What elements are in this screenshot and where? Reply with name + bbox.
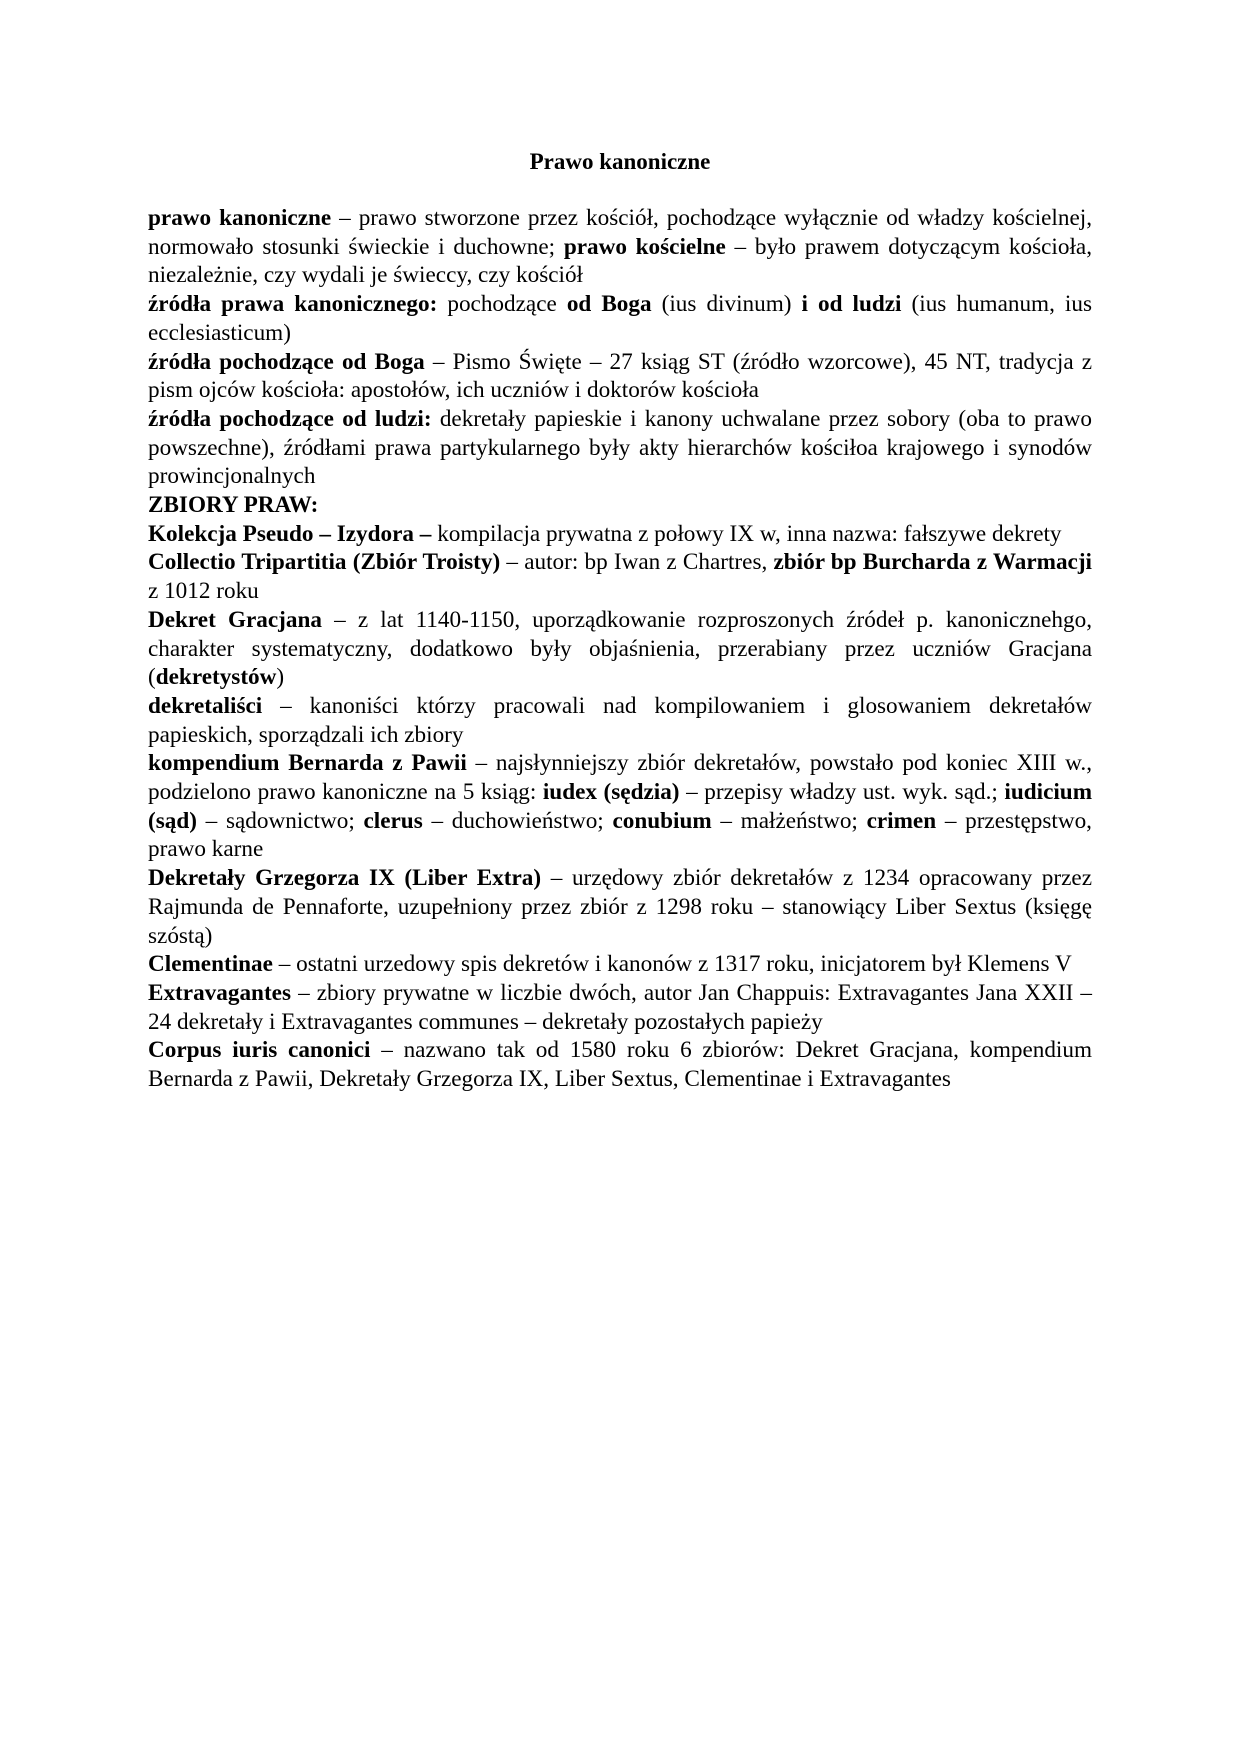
bold-term: iudicium (sąd) bbox=[148, 779, 1093, 834]
text-run: – autor: bp Iwan z Chartres, bbox=[500, 549, 774, 576]
paragraph-dekretaly-grzegorza bbox=[148, 864, 1092, 950]
paragraph-kolekcja-pseudo-izydora bbox=[148, 520, 1092, 549]
page-title: Prawo kanoniczne bbox=[529, 149, 711, 174]
text-run: ) bbox=[276, 664, 285, 691]
paragraph-collectio-tripartitia bbox=[148, 548, 1092, 605]
bold-term: źródła pochodzące od Boga bbox=[148, 348, 425, 375]
text-run: – sądownictwo; bbox=[196, 807, 364, 834]
bold-term: źródła pochodzące od ludzi: bbox=[148, 405, 432, 432]
text-run: – najsłynniejszy zbiór dekretałów, powstało pod koniec XIII w., podzielono prawo kanoniczne na 5 ksiąg: bbox=[148, 750, 1092, 806]
text-run: kompilacja prywatna z połowy IX w, inna nazwa: fałszywe dekrety bbox=[431, 520, 1062, 547]
paragraph-zrodla-od-boga bbox=[148, 348, 1092, 405]
text-run: – było prawem dotyczącym kościoła, niezależnie, czy wydali je świeccy, czy kościół bbox=[148, 233, 1092, 289]
bold-term: źródła prawa kanonicznego: bbox=[148, 291, 438, 318]
bold-term: Corpus iuris canonici bbox=[148, 1037, 371, 1064]
bold-term: i od ludzi bbox=[801, 291, 902, 318]
paragraph-corpus-iuris-canonici bbox=[148, 1036, 1092, 1093]
paragraph-extravagantes bbox=[148, 979, 1092, 1036]
paragraph-zrodla-prawa bbox=[148, 290, 1092, 347]
paragraph-dekretalisci bbox=[148, 692, 1092, 749]
paragraph-prawo-kanoniczne bbox=[148, 204, 1092, 290]
text-run: – przestępstwo, prawo karne bbox=[148, 807, 1092, 863]
bold-term: kompendium Bernarda z Pawii bbox=[148, 750, 467, 777]
text-run: dekretały papieskie i kanony uchwalane przez sobory (oba to prawo powszechne), źródłami prawa partykularnego były akty hierarchów kościłoa krajowego i synodów prowincjonalnych bbox=[148, 405, 1092, 490]
bold-term: prawo kanoniczne bbox=[148, 205, 332, 231]
paragraph-zrodla-od-ludzi bbox=[148, 405, 1092, 491]
text-run: – małżeństwo; bbox=[711, 807, 867, 834]
bold-term: Dekret Gracjana bbox=[148, 606, 322, 633]
bold-term: Clementinae bbox=[148, 951, 273, 978]
paragraph-dekret-gracjana bbox=[148, 606, 1092, 692]
text-run: – ostatni urzedowy spis dekretów i kanonów z 1317 roku, inicjatorem był Klemens V bbox=[272, 951, 1072, 978]
text-run: – duchowieństwo; bbox=[422, 807, 613, 834]
text-run: – kanoniści którzy pracowali nad kompilowaniem i glosowaniem dekretałów papieskich, sporządzali ich zbiory bbox=[148, 692, 1092, 748]
bold-term: zbiór bp Burcharda z Warmacji bbox=[773, 549, 1092, 576]
bold-term: conubium bbox=[612, 807, 712, 834]
text-run: – Pismo Święte – 27 ksiąg ST (źródło wzorcowe), 45 NT, tradycja z pism ojców kościoła: apostołów, ich uczniów i doktorów kościoła bbox=[148, 348, 1092, 404]
bold-term: prawo kościelne bbox=[563, 233, 726, 260]
text-run: – urzędowy zbiór dekretałów z 1234 opracowany przez Rajmunda de Pennaforte, uzupełniony przez zbiór z 1298 roku – stanowiący Liber Sextus (księgę szóstą) bbox=[148, 865, 1092, 949]
text-run: – z lat 1140-1150, uporządkowanie rozproszonych źródeł p. kanonicznehgo, charakter systematyczny, dodatkowo były objaśnienia, przerabiany przez uczniów Gracjana ( bbox=[148, 606, 1092, 691]
paragraph-kompendium-bernarda bbox=[148, 749, 1092, 864]
bold-term: iudex (sędzia) bbox=[542, 779, 680, 806]
bold-term: Collectio Tripartitia (Zbiór Troisty) bbox=[148, 549, 501, 576]
bold-term: clerus bbox=[363, 807, 423, 834]
bold-term: od Boga bbox=[566, 291, 652, 318]
bold-term: Extravagantes bbox=[148, 979, 291, 1006]
bold-term: crimen bbox=[866, 807, 937, 834]
bold-term: Dekretały Grzegorza IX (Liber Extra) bbox=[148, 865, 542, 892]
text-run: – przepisy władzy ust. wyk. sąd.; bbox=[679, 779, 1005, 806]
paragraph-clementinae bbox=[148, 950, 1092, 979]
text-run: – prawo stworzone przez kościół, pochodzące wyłącznie od władzy kościelnej, normowało stosunki świeckie i duchowne; bbox=[148, 205, 1092, 260]
text-run: – nazwano tak od 1580 roku 6 zbiorów: Dekret Gracjana, kompendium Bernarda z Pawii, Dekretały Grzegorza IX, Liber Sextus, Clementinae i Extravagantes bbox=[148, 1037, 1092, 1093]
bold-term: ZBIORY PRAW: bbox=[148, 492, 319, 519]
text-run: (ius humanum, ius ecclesiasticum) bbox=[148, 291, 1092, 346]
text-run: z 1012 roku bbox=[148, 578, 259, 605]
bold-term: dekretystów bbox=[155, 664, 277, 691]
document-body bbox=[148, 204, 1092, 1094]
bold-term: dekretaliści bbox=[148, 692, 263, 719]
text-run: (ius divinum) bbox=[651, 291, 802, 318]
text-run: pochodzące bbox=[437, 291, 567, 318]
section-heading-zbiory-praw bbox=[148, 491, 1092, 520]
text-run: – zbiory prywatne w liczbie dwóch, autor Jan Chappuis: Extravagantes Jana XXII – 24 dekretały i Extravagantes communes – dekretały pozostałych papieży bbox=[148, 979, 1092, 1035]
bold-term: Kolekcja Pseudo – Izydora – bbox=[148, 520, 432, 547]
